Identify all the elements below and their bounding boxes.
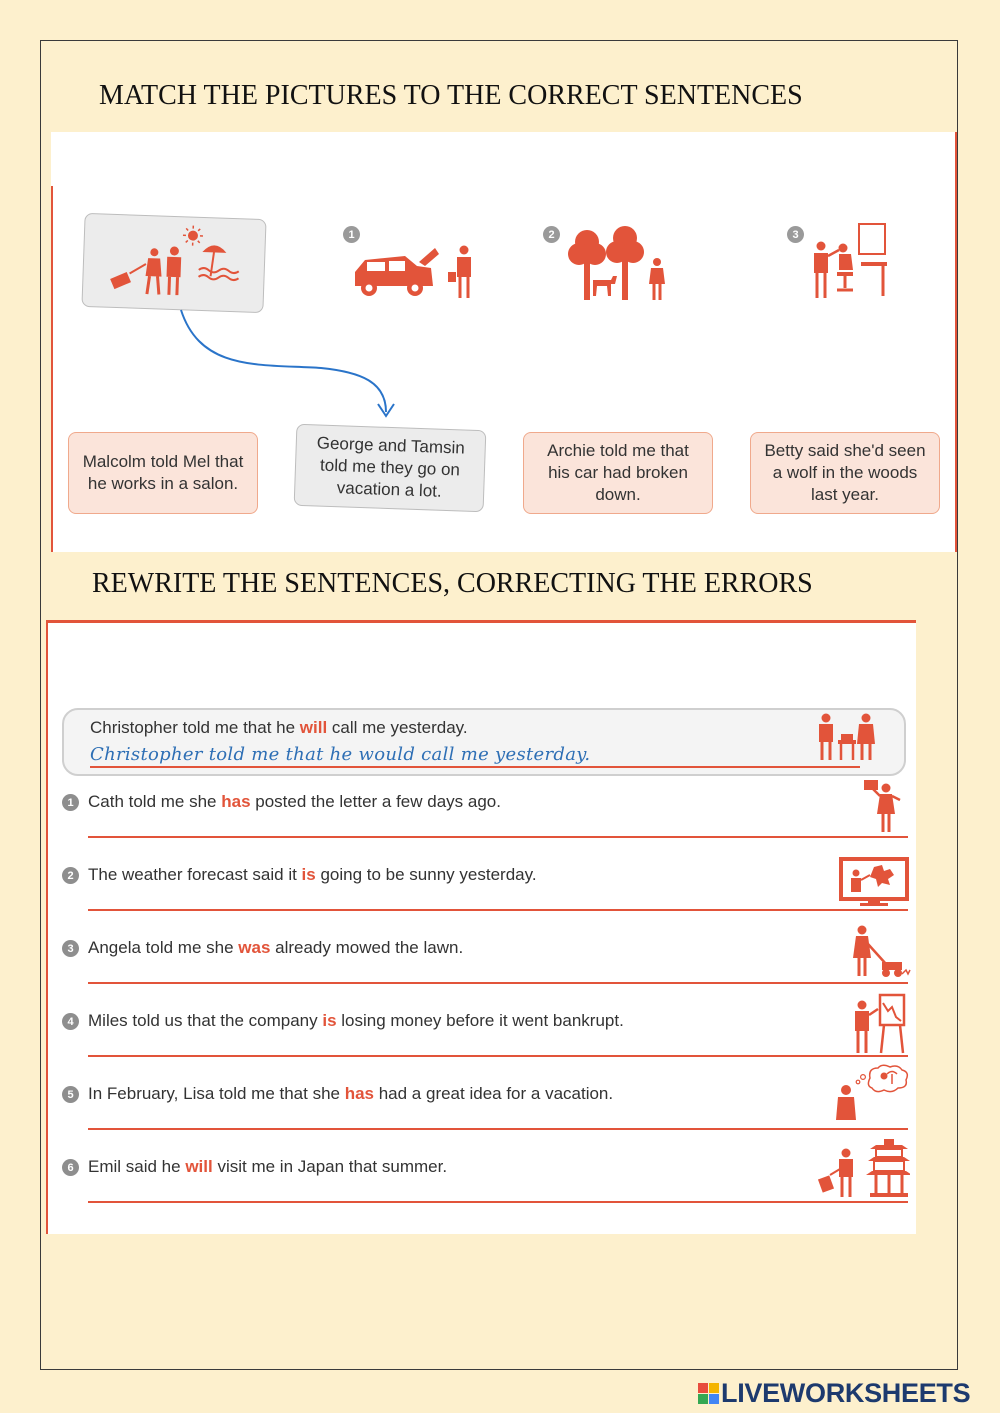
item-number: 1 xyxy=(62,794,79,811)
people-phone-icon xyxy=(816,712,882,762)
error-word: has xyxy=(221,792,251,811)
answer-line[interactable] xyxy=(88,909,908,911)
exercise-item-2 xyxy=(62,853,908,925)
example-answer: Christopher told me that he would call me yesterday. xyxy=(90,744,591,765)
answer-line[interactable] xyxy=(88,1201,908,1203)
error-word: is xyxy=(301,865,316,884)
item-number: 4 xyxy=(62,1013,79,1030)
match-heading: MATCH THE PICTURES TO THE CORRECT SENTENCES xyxy=(99,80,803,111)
item-sentence: Angela told me she was already mowed the lawn. xyxy=(88,938,464,957)
exercise-item-4 xyxy=(62,999,908,1071)
item-sentence: The weather forecast said it is going to be sunny yesterday. xyxy=(88,865,537,884)
sentence-card-betty: Betty said she'd seen a wolf in the woods last year. xyxy=(750,432,940,514)
picture-number-2: 2 xyxy=(543,226,560,243)
answer-line[interactable] xyxy=(88,1128,908,1130)
match-panel xyxy=(51,132,957,552)
exercise-item-1 xyxy=(62,780,908,852)
item-sentence: Miles told us that the company is losing money before it went bankrupt. xyxy=(88,1011,624,1030)
item-number: 3 xyxy=(62,940,79,957)
error-word: has xyxy=(344,1084,374,1103)
traveler-pagoda-icon xyxy=(818,1137,910,1199)
picture-number-1: 1 xyxy=(343,226,360,243)
picture-number-3: 3 xyxy=(787,226,804,243)
error-word: is xyxy=(322,1011,337,1030)
exercise-item-5 xyxy=(62,1072,908,1144)
error-word: was xyxy=(238,938,271,957)
weather-tv-icon xyxy=(838,857,910,909)
woman-thinking-vacation-icon xyxy=(832,1064,912,1122)
item-number: 6 xyxy=(62,1159,79,1176)
item-sentence: In February, Lisa told me that she has had a great idea for a vacation. xyxy=(88,1084,614,1103)
item-number: 5 xyxy=(62,1086,79,1103)
answer-line[interactable] xyxy=(88,836,908,838)
item-sentence: Cath told me she has posted the letter a few days ago. xyxy=(88,792,501,811)
sentence-card-archie: Archie told me that his car had broken down. xyxy=(523,432,713,514)
woman-letter-icon xyxy=(858,776,908,834)
item-number: 2 xyxy=(62,867,79,884)
panel-border-left xyxy=(46,620,48,1234)
presentation-chart-icon xyxy=(848,993,908,1055)
answer-line[interactable] xyxy=(88,982,908,984)
sentence-card-george-tamsin: George and Tamsin told me they go on vacation a lot. xyxy=(294,424,487,513)
example-answer-line xyxy=(90,766,860,768)
answer-line[interactable] xyxy=(88,1055,908,1057)
example-error-word: will xyxy=(299,718,328,737)
panel-border-top xyxy=(46,620,916,623)
lawn-mower-icon xyxy=(848,922,912,980)
exercise-item-3 xyxy=(62,926,908,998)
item-sentence: Emil said he will visit me in Japan that summer. xyxy=(88,1157,448,1176)
rewrite-panel xyxy=(46,620,916,1234)
rewrite-heading: REWRITE THE SENTENCES, CORRECTING THE ERRORS xyxy=(92,568,813,599)
sentence-card-malcolm: Malcolm told Mel that he works in a salon. xyxy=(68,432,258,514)
liveworksheets-logo xyxy=(698,1378,970,1408)
error-word: will xyxy=(185,1157,213,1176)
example-box xyxy=(62,708,906,776)
liveworksheets-logo-icon xyxy=(698,1383,719,1404)
exercise-item-6 xyxy=(62,1145,908,1217)
example-sentence: Christopher told me that he will call me yesterday. xyxy=(90,718,468,737)
liveworksheets-logo-text: LIVEWORKSHEETS xyxy=(721,1377,971,1408)
